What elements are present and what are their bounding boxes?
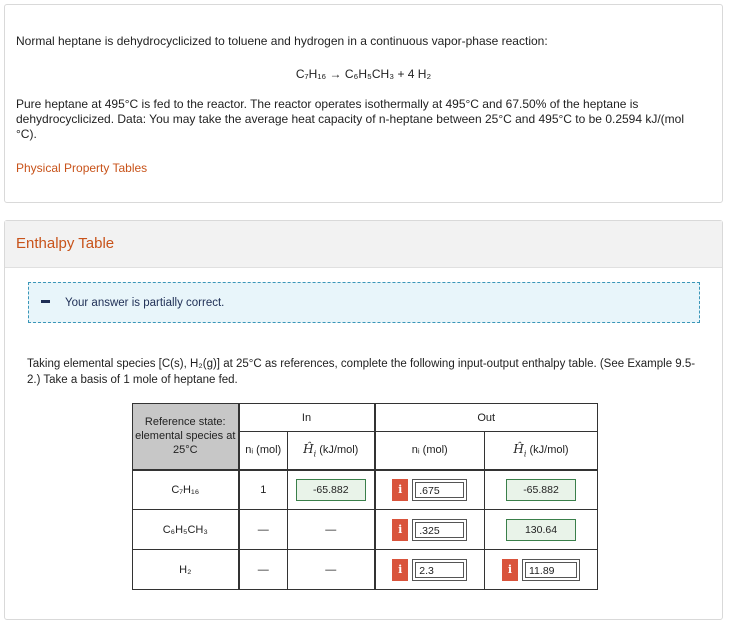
- n-out-input[interactable]: .325: [412, 519, 467, 541]
- problem-intro: Normal heptane is dehydrocyclicized to toluene and hydrogen in a continuous vapor-phase reaction:: [16, 34, 548, 48]
- table-row: [133, 470, 598, 510]
- n-out-cell: [375, 470, 485, 510]
- problem-details: Pure heptane at 495°C is fed to the reactor. The reactor operates isothermally at 495°C and 67.50% of the heptane is dehydrocyclicized. Data: You may take the average heat capacity of n-heptane between 25°C and 495°C to be 0.2594 kJ/(mol °C).: [16, 97, 685, 141]
- info-icon[interactable]: i: [392, 519, 408, 541]
- h-in-cell: —: [288, 510, 375, 550]
- notice-text: Your answer is partially correct.: [65, 297, 225, 309]
- h-out-field[interactable]: -65.882: [506, 479, 576, 501]
- table-row: [133, 510, 598, 550]
- reaction-equation: C₇H₁₆ → C₆H₅CH₃ + 4 H₂: [295, 67, 432, 81]
- h-hat-symbol: $Ĥ_i$: [513, 442, 527, 459]
- h-in-cell: —: [288, 550, 375, 590]
- section-title: Enthalpy Table: [5, 221, 722, 268]
- h-in-header: $Ĥ_i$ (kJ/mol): [288, 432, 375, 470]
- enthalpy-table: [132, 403, 598, 590]
- h-out-header: $Ĥ_i$ (kJ/mol): [485, 432, 598, 470]
- h-out-cell: [485, 550, 598, 590]
- n-out-cell: [375, 550, 485, 590]
- minus-icon: [41, 300, 50, 303]
- species-cell: C₇H₁₆: [133, 470, 239, 510]
- table-row: [133, 550, 598, 590]
- instructions: Taking elemental species [C(s), H₂(g)] at 25°C as references, complete the following input-output enthalpy table. (See Example 9.5-2.) Take a basis of 1 mole of heptane fed.: [27, 358, 696, 386]
- species-cell: H₂: [133, 550, 239, 590]
- n-out-header: nᵢ (mol): [375, 432, 485, 470]
- h-out-input[interactable]: 11.89: [522, 559, 580, 581]
- h-hat-symbol: $Ĥ_i$: [303, 442, 317, 459]
- physical-property-tables-link[interactable]: Physical Property Tables: [16, 161, 148, 175]
- info-icon[interactable]: i: [392, 559, 408, 581]
- h-out-cell: [485, 510, 598, 550]
- n-out-cell: [375, 510, 485, 550]
- n-out-input[interactable]: .675: [412, 479, 467, 501]
- enthalpy-table-card: [4, 220, 723, 620]
- n-in-cell: —: [239, 550, 288, 590]
- species-cell: C₆H₅CH₃: [133, 510, 239, 550]
- problem-card: [4, 4, 723, 203]
- n-in-cell: —: [239, 510, 288, 550]
- info-icon[interactable]: i: [502, 559, 518, 581]
- h-in-field[interactable]: -65.882: [296, 479, 366, 501]
- h-in-cell: [288, 470, 375, 510]
- info-icon[interactable]: i: [392, 479, 408, 501]
- reference-state-cell: Reference state: elemental species at 25°C: [133, 404, 239, 470]
- n-out-input[interactable]: 2.3: [412, 559, 467, 581]
- partial-correct-notice: [28, 282, 700, 323]
- in-header: In: [239, 404, 375, 432]
- out-header: Out: [375, 404, 598, 432]
- h-out-field[interactable]: 130.64: [506, 519, 576, 541]
- n-in-cell: 1: [239, 470, 288, 510]
- h-out-cell: [485, 470, 598, 510]
- n-in-header: nᵢ (mol): [239, 432, 288, 470]
